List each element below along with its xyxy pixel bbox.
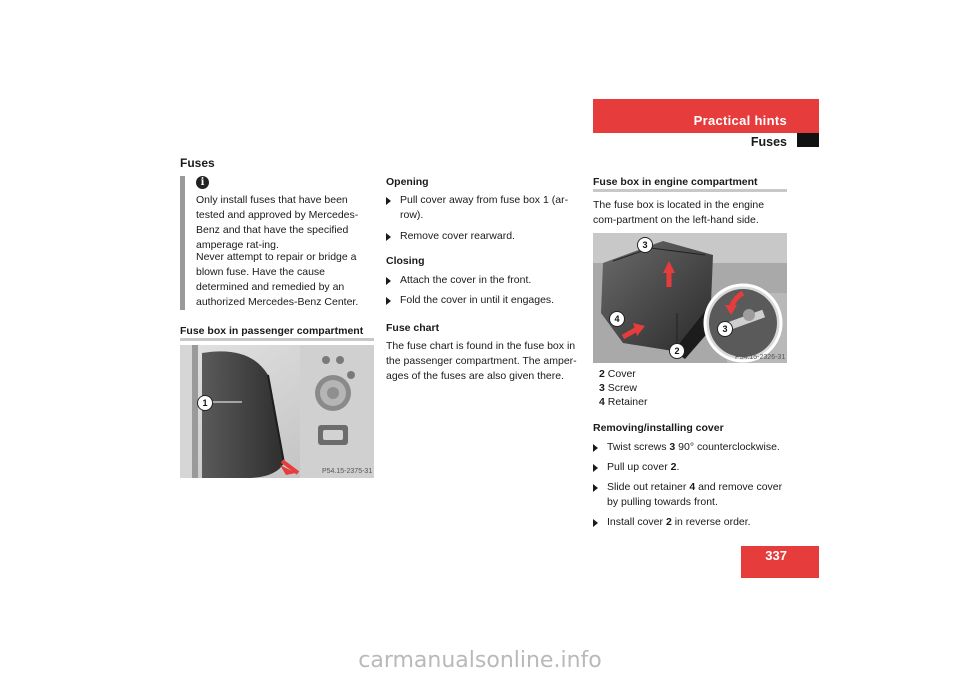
- bullet-icon: [386, 297, 391, 305]
- page-heading: Fuses: [180, 156, 215, 170]
- closing-heading: Closing: [386, 255, 425, 267]
- engine-intro: The fuse box is located in the engine com-partment on the left-hand side.: [593, 199, 765, 226]
- legend-item-retainer: [599, 395, 647, 409]
- legend-num: 3: [599, 382, 605, 394]
- closing-step-2: [386, 293, 576, 308]
- legend-label: Screw: [607, 382, 637, 394]
- bullet-icon: [386, 277, 391, 285]
- callout-1: 1: [197, 395, 213, 411]
- removing-step-3: [593, 480, 789, 510]
- bullet-icon: [593, 484, 598, 492]
- removing-step-2-text: Pull up cover 2.: [607, 461, 680, 473]
- bullet-icon: [593, 519, 598, 527]
- chapter-title: Practical hints: [693, 113, 787, 128]
- section-subtitle: Fuses: [750, 135, 787, 149]
- opening-step-2-text: Remove cover rearward.: [400, 230, 515, 242]
- bullet-icon: [386, 233, 391, 241]
- bullet-icon: [593, 444, 598, 452]
- removing-step-1-text: Twist screws 3 90° counterclockwise.: [607, 441, 780, 453]
- note-bar: [180, 176, 185, 310]
- opening-step-2: [386, 229, 576, 244]
- figure-legend: [599, 367, 647, 409]
- fuse-chart-text: The fuse chart is found in the fuse box in the passenger compartment. The amper-ages of the fuses are also given there.: [386, 340, 577, 382]
- header-marker: [797, 133, 819, 147]
- figure-code-engine: P54.15-2326-31: [735, 354, 786, 361]
- removing-step-1: [593, 440, 789, 455]
- opening-step-1-text: Pull cover away from fuse box 1 (ar-row).: [400, 194, 569, 221]
- fuse-chart-heading: Fuse chart: [386, 322, 440, 334]
- engine-compartment-illustration: [593, 233, 787, 363]
- bullet-icon: [593, 464, 598, 472]
- legend-item-cover: [599, 367, 647, 381]
- legend-num: 4: [599, 396, 605, 408]
- removing-step-2: [593, 460, 789, 475]
- closing-step-1-text: Attach the cover in the front.: [400, 274, 532, 286]
- closing-step-2-text: Fold the cover in until it engages.: [400, 294, 555, 306]
- section-title-passenger: Fuse box in passenger compartment: [180, 325, 364, 337]
- legend-item-screw: [599, 381, 647, 395]
- callout-2: 2: [669, 343, 685, 359]
- engine-fuse-box-figure: [593, 233, 787, 363]
- removing-step-3-text: Slide out retainer 4 and remove cover by pulling towards front.: [607, 481, 783, 508]
- note-paragraph-1: Only install fuses that have been tested and approved by Mercedes-Benz and that have the specified amperage rat-ing.: [196, 194, 359, 251]
- legend-num: 2: [599, 368, 605, 380]
- removing-heading: Removing/installing cover: [593, 422, 724, 434]
- passenger-fuse-box-figure: [180, 345, 374, 478]
- bullet-icon: [386, 197, 391, 205]
- page-number: 337: [765, 548, 787, 563]
- section-rule: [180, 338, 374, 341]
- dashboard-illustration: [180, 345, 374, 478]
- callout-3-top: 3: [637, 237, 653, 253]
- legend-label: Retainer: [607, 396, 648, 408]
- note-paragraph-2: Never attempt to repair or bridge a blown fuse. Have the cause determined and remedied by an authorized Mercedes-Benz Center.: [196, 251, 359, 308]
- opening-steps: [386, 193, 576, 244]
- removing-step-4-text: Install cover 2 in reverse order.: [607, 516, 751, 528]
- callout-4: 4: [609, 311, 625, 327]
- footer-watermark[interactable]: carmanualsonline.info: [358, 648, 602, 673]
- removing-steps: [593, 440, 789, 530]
- removing-step-4: [593, 515, 789, 530]
- opening-heading: Opening: [386, 176, 429, 188]
- closing-step-1: [386, 273, 576, 288]
- section-rule: [593, 189, 787, 192]
- opening-step-1: [386, 193, 576, 223]
- closing-steps: [386, 273, 576, 308]
- figure-code-passenger: P54.15-2375-31: [322, 468, 373, 475]
- callout-3-detail: 3: [717, 321, 733, 337]
- legend-label: Cover: [607, 368, 636, 380]
- section-title-engine: Fuse box in engine compartment: [593, 176, 758, 188]
- info-icon: i: [196, 176, 209, 189]
